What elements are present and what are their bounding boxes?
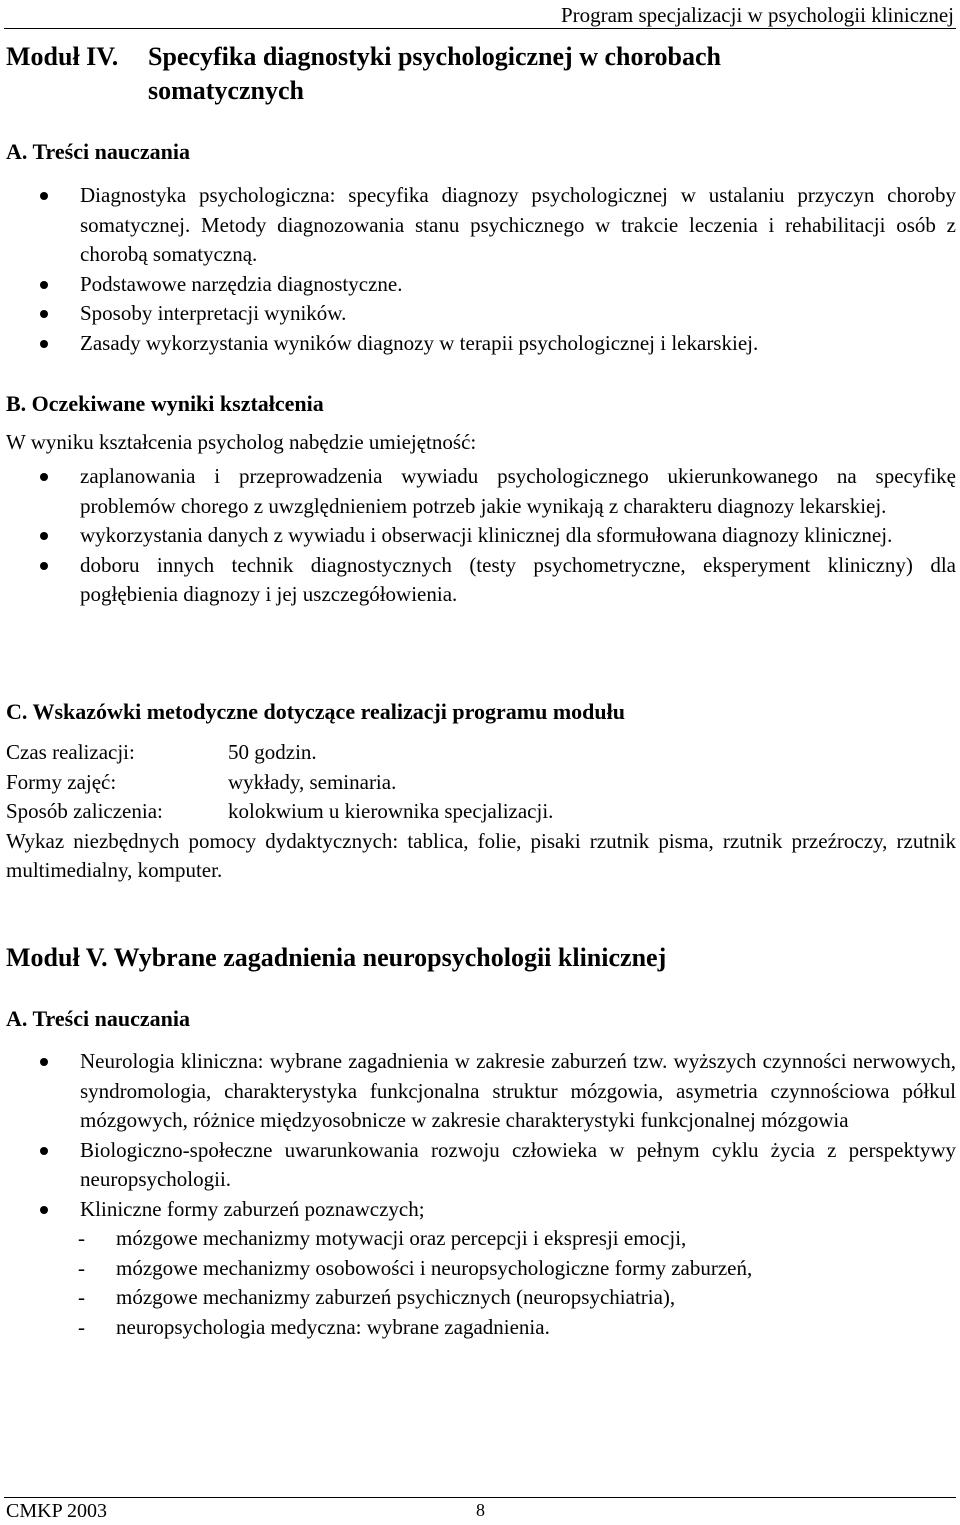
module-5-title-text: Wybrane zagadnienia neuropsychologii klinicznej	[113, 943, 667, 972]
detail-row	[6, 738, 956, 768]
dash-list-item: - mózgowe mechanizmy osobowości i neuropsychologiczne formy zaburzeń,	[6, 1254, 956, 1284]
dash-marker: -	[78, 1285, 85, 1309]
bullet-icon	[40, 532, 48, 540]
page-number: 8	[476, 1500, 485, 1520]
module-4-title-line2: somatycznych	[148, 76, 304, 105]
dash-list-item: - mózgowe mechanizmy zaburzeń psychicznych (neuropsychiatria),	[6, 1283, 956, 1313]
bullet-icon	[40, 281, 48, 289]
detail-row	[6, 768, 956, 798]
list-item: Biologiczno-społeczne uwarunkowania rozwoju człowieka w pełnym cyklu życia z perspektywy neuropsychologii.	[6, 1136, 956, 1195]
detail-label: Sposób zaliczenia:	[6, 799, 163, 823]
module-5-number: Moduł V.	[6, 943, 108, 972]
module-5-title	[6, 941, 956, 975]
detail-value: 50 godzin.	[228, 740, 317, 764]
header-rule	[4, 28, 956, 29]
teaching-aids-paragraph: Wykaz niezbędnych pomocy dydaktycznych: tablica, folie, pisaki rzutnik pisma, rzutnik przeźroczy, rzutnik multimedialny, komputer.	[6, 828, 956, 882]
module-4-section-b-heading: B. Oczekiwane wyniki kształcenia	[6, 391, 324, 416]
detail-label: Czas realizacji:	[6, 740, 135, 764]
bullet-icon	[40, 1147, 48, 1155]
list-item: Podstawowe narzędzia diagnostyczne.	[6, 270, 956, 300]
dash-list-item: - neuropsychologia medyczna: wybrane zagadnienia.	[6, 1313, 956, 1343]
bullet-icon	[40, 562, 48, 570]
module-4-section-a-list	[6, 181, 956, 358]
dash-list-item: - mózgowe mechanizmy motywacji oraz percepcji i ekspresji emocji,	[6, 1224, 956, 1254]
module-5-section-a-list	[6, 1047, 956, 1342]
module-4-title	[6, 40, 956, 108]
bullet-icon	[40, 340, 48, 348]
list-item: zaplanowania i przeprowadzenia wywiadu psychologicznego ukierunkowanego na specyfikę problemów chorego z uwzględnieniem potrzeb jakie wynikają z charakteru diagnozy lekarskiej.	[6, 462, 956, 521]
list-item: Sposoby interpretacji wyników.	[6, 299, 956, 329]
running-header: Program specjalizacji w psychologii klinicznej	[560, 3, 954, 27]
list-item: Kliniczne formy zaburzeń poznawczych;	[6, 1195, 956, 1225]
list-item: Diagnostyka psychologiczna: specyfika diagnozy psychologicznej w ustalaniu przyczyn choroby somatycznej. Metody diagnozowania stanu psychicznego w trakcie leczenia i rehabilitacji osób z chorobą somatyczną.	[6, 181, 956, 270]
module-5-section-a-heading: A. Treści nauczania	[6, 1006, 190, 1031]
detail-value: kolokwium u kierownika specjalizacji.	[228, 799, 554, 823]
list-item: Neurologia kliniczna: wybrane zagadnienia w zakresie zaburzeń tzw. wyższych czynności nerwowych, syndromologia, charakterystyka funkcjonalna struktur mózgowia, asymetria czynnościowa półkul mózgowych, różnice międzyosobnicze w zakresie charakterystyki funkcjonalnej mózgowia	[6, 1047, 956, 1136]
module-4-section-b-list	[6, 462, 956, 610]
module-4-title-line1: Specyfika diagnostyki psychologicznej w chorobach	[148, 42, 722, 71]
list-item: Zasady wykorzystania wyników diagnozy w terapii psychologicznej i lekarskiej.	[6, 329, 956, 359]
footer-rule	[4, 1497, 956, 1498]
detail-value: wykłady, seminaria.	[228, 769, 397, 794]
module-4-section-a-heading: A. Treści nauczania	[6, 139, 190, 164]
module-4-number: Moduł IV.	[6, 42, 119, 71]
footer-institution: CMKP 2003	[6, 1500, 107, 1522]
module-4-section-b-intro: W wyniku kształcenia psycholog nabędzie umiejętność:	[6, 430, 477, 454]
bullet-icon	[40, 192, 48, 200]
bullet-icon	[40, 473, 48, 481]
list-item: wykorzystania danych z wywiadu i obserwacji klinicznej dla sformułowana diagnozy klinicznej.	[6, 521, 956, 551]
detail-row	[6, 797, 956, 827]
dash-marker: -	[78, 1314, 85, 1339]
module-4-section-c-details	[6, 738, 956, 886]
bullet-icon	[40, 1206, 48, 1214]
list-item: doboru innych technik diagnostycznych (testy psychometryczne, eksperyment kliniczny) dla pogłębienia diagnozy i jej uszczegółowienia.	[6, 551, 956, 610]
dash-marker: -	[78, 1226, 85, 1250]
detail-label: Formy zajęć:	[6, 769, 117, 794]
bullet-icon	[40, 1058, 48, 1066]
dash-marker: -	[78, 1255, 85, 1280]
module-4-section-c-heading: C. Wskazówki metodyczne dotyczące realizacji programu modułu	[6, 699, 625, 724]
bullet-icon	[40, 310, 48, 318]
